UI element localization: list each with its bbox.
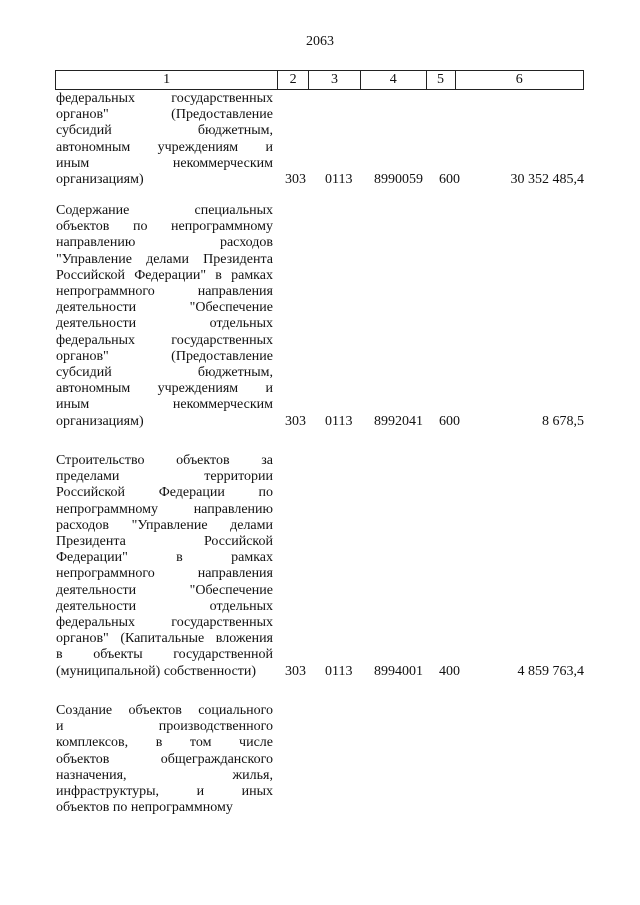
header-col-4: 4	[361, 71, 427, 89]
code-subsection: 0113	[325, 663, 353, 679]
description-line: пределами территории	[56, 469, 273, 485]
description-line: деятельности отдельных	[56, 316, 273, 332]
description-line: объектов по непрограммному	[56, 800, 233, 816]
code-subsection: 0113	[325, 172, 353, 187]
description-line: органов" (Капитальные вложения	[56, 631, 273, 647]
description-line: федеральных государственных	[56, 332, 273, 348]
description-line: направлению расходов	[56, 235, 273, 251]
header-col-3: 3	[309, 71, 361, 89]
code-expense-type: 600	[439, 172, 460, 187]
description-line: деятельности "Обеспечение	[56, 582, 273, 598]
description-line: Президента Российской	[56, 534, 273, 550]
code-section: 303	[285, 663, 306, 679]
description-line: федеральных государственных	[56, 91, 273, 106]
code-expense-type: 400	[439, 663, 460, 679]
description-line: в объекты государственной	[56, 647, 273, 663]
header-col-1: 1	[56, 71, 278, 89]
description-line: непрограммного направления	[56, 284, 273, 300]
amount: 8 678,5	[542, 413, 584, 429]
description-line: иным некоммерческим	[56, 397, 273, 413]
code-subsection: 0113	[325, 413, 353, 429]
description-line: (муниципальной) собственности)	[56, 663, 257, 679]
description-line: деятельности отдельных	[56, 598, 273, 614]
description-line: деятельности "Обеспечение	[56, 300, 273, 316]
description-line: назначения, жилья,	[56, 767, 273, 783]
description-line: органов" (Предоставление	[56, 348, 273, 364]
description-line: организациям)	[56, 172, 144, 188]
page-number: 2063	[306, 34, 334, 49]
code-target: 8990059	[374, 172, 423, 187]
description-line: субсидий бюджетным,	[56, 365, 273, 381]
table-row	[56, 203, 584, 430]
header-col-5: 5	[427, 71, 456, 89]
description-line: Федерации" в рамках	[56, 550, 273, 566]
description-line: автономным учреждениям и	[56, 381, 273, 397]
code-target: 8992041	[374, 413, 423, 429]
description-line: иным некоммерческим	[56, 155, 273, 171]
code-section: 303	[285, 413, 306, 429]
table-header	[55, 70, 584, 90]
table-row	[56, 91, 584, 188]
description-line: автономным учреждениям и	[56, 139, 273, 155]
row-description	[56, 703, 273, 816]
row-description	[56, 91, 273, 188]
code-section: 303	[285, 172, 306, 187]
header-col-6: 6	[515, 72, 523, 87]
code-target: 8994001	[374, 663, 423, 679]
description-line: Российской Федерации по	[56, 485, 273, 501]
row-description	[56, 453, 273, 680]
description-line: субсидий бюджетным,	[56, 123, 273, 139]
row-description	[56, 203, 273, 430]
description-line: непрограммного направления	[56, 566, 273, 582]
code-expense-type: 600	[439, 413, 460, 429]
table-row	[56, 453, 584, 680]
description-line: Создание объектов социального	[56, 703, 273, 718]
description-line: объектов по непрограммному	[56, 219, 273, 235]
description-line: расходов "Управление делами	[56, 517, 273, 533]
description-line: Содержание специальных	[56, 203, 273, 218]
description-line: и производственного	[56, 719, 273, 735]
description-line: Строительство объектов за	[56, 453, 273, 468]
description-line: федеральных государственных	[56, 615, 273, 631]
description-line: органов" (Предоставление	[56, 107, 273, 123]
description-line: объектов общегражданского	[56, 751, 273, 767]
description-line: организациям)	[56, 413, 144, 429]
description-line: комплексов, в том числе	[56, 735, 273, 751]
amount: 30 352 485,4	[510, 172, 584, 187]
description-line: Российской Федерации" в рамках	[56, 267, 273, 283]
table-row	[56, 703, 584, 816]
header-col-2: 2	[278, 71, 309, 89]
description-line: непрограммному направлению	[56, 501, 273, 517]
description-line: "Управление делами Президента	[56, 251, 273, 267]
amount: 4 859 763,4	[517, 663, 584, 679]
description-line: инфраструктуры, и иных	[56, 784, 273, 800]
